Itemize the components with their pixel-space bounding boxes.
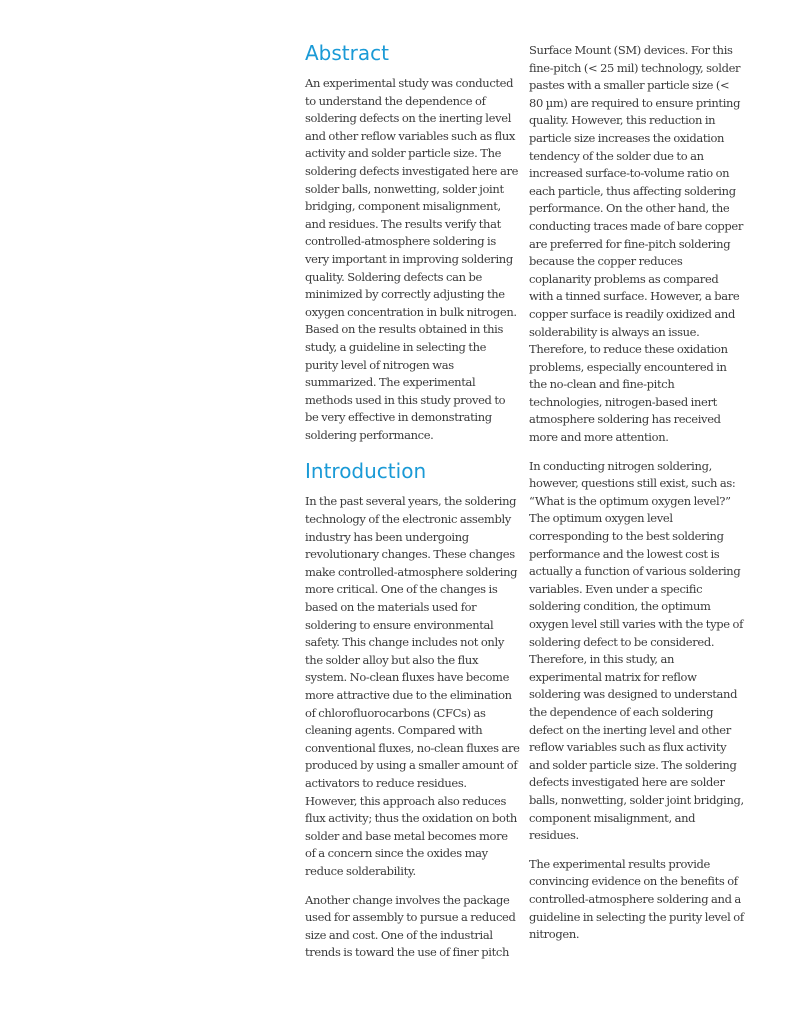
right-paragraph-2: In conducting nitrogen soldering, however, questions still exist, such as: “What is the optimum oxygen level?” The optimum oxygen level corresponding to the best soldering performance and the lowest cost is actually a function of various soldering variables. Even under a specific soldering condition, the optimum oxygen level still varies with the type of soldering defect to be considered. Therefore, in this study, an experimental matrix for reflow soldering was designed to understand the dependence of each soldering defect on the inerting level and other reflow variables such as flux activity and solder particle size. The soldering defects investigated here are solder balls, nonwetting, solder joint bridging, component misalignment, and residues. — [529, 458, 744, 843]
right-paragraph-1: Surface Mount (SM) devices. For this fine-pitch (< 25 mil) technology, solder pastes with a smaller particle size (< 80 µm) are required to ensure printing quality. However, this reduction in particle size increases the oxidation tendency of the solder due to an increased surface-to-volume ratio on each particle, thus affecting soldering performance. On the other hand, the conducting traces made of bare copper are preferred for fine-pitch soldering because the copper reduces coplanarity problems as compared with a tinned surface. However, a bare copper surface is readily oxidized and solderability is always an issue. Therefore, to reduce these oxidation problems, especially encountered in the no-clean and fine-pitch technologies, nitrogen-based inert atmosphere soldering has received more and more attention. — [529, 43, 744, 445]
abstract-paragraph: An experimental study was conducted to understand the dependence of soldering defects on the inerting level and other reflow variables such as flux activity and solder particle size. The soldering defects investigated here are solder balls, nonwetting, solder joint bridging, component misalignment, and residues. The results verify that controlled-atmosphere soldering is very important in improving soldering quality. Soldering defects can be minimized by correctly adjusting the oxygen concentration in bulk nitrogen. Based on the results obtained in this study, a guideline in selecting the purity level of nitrogen was summarized. The experimental methods used in this study proved to be very effective in demonstrating soldering performance. — [305, 76, 519, 442]
left-column — [305, 40, 520, 973]
right-column — [529, 40, 744, 955]
introduction-paragraph-1: In the past several years, the soldering technology of the electronic assembly industry has been undergoing revolutionary changes. These changes make controlled-atmosphere soldering more critical. One of the changes is based on the materials used for soldering to ensure environmental safety. This change includes not only the solder alloy but also the flux system. No-clean fluxes have become more attractive due to the elimination of chlorofluorocarbons (CFCs) as cleaning agents. Compared with conventional fluxes, no-clean fluxes are produced by using a smaller amount of activators to reduce residues. However, this approach also reduces flux activity; thus the oxidation on both solder and base metal becomes more of a concern since the oxides may reduce solderability. — [305, 494, 520, 878]
right-paragraph-3: The experimental results provide convincing evidence on the benefits of controlled-atmosphere soldering and a guideline in selecting the purity level of nitrogen. — [529, 856, 744, 942]
introduction-heading: Introduction — [305, 459, 427, 484]
abstract-heading: Abstract — [305, 41, 389, 65]
introduction-paragraph-2: Another change involves the package used for assembly to pursue a reduced size and cost. One of the industrial trends is toward the use of finer pitch — [305, 892, 516, 960]
